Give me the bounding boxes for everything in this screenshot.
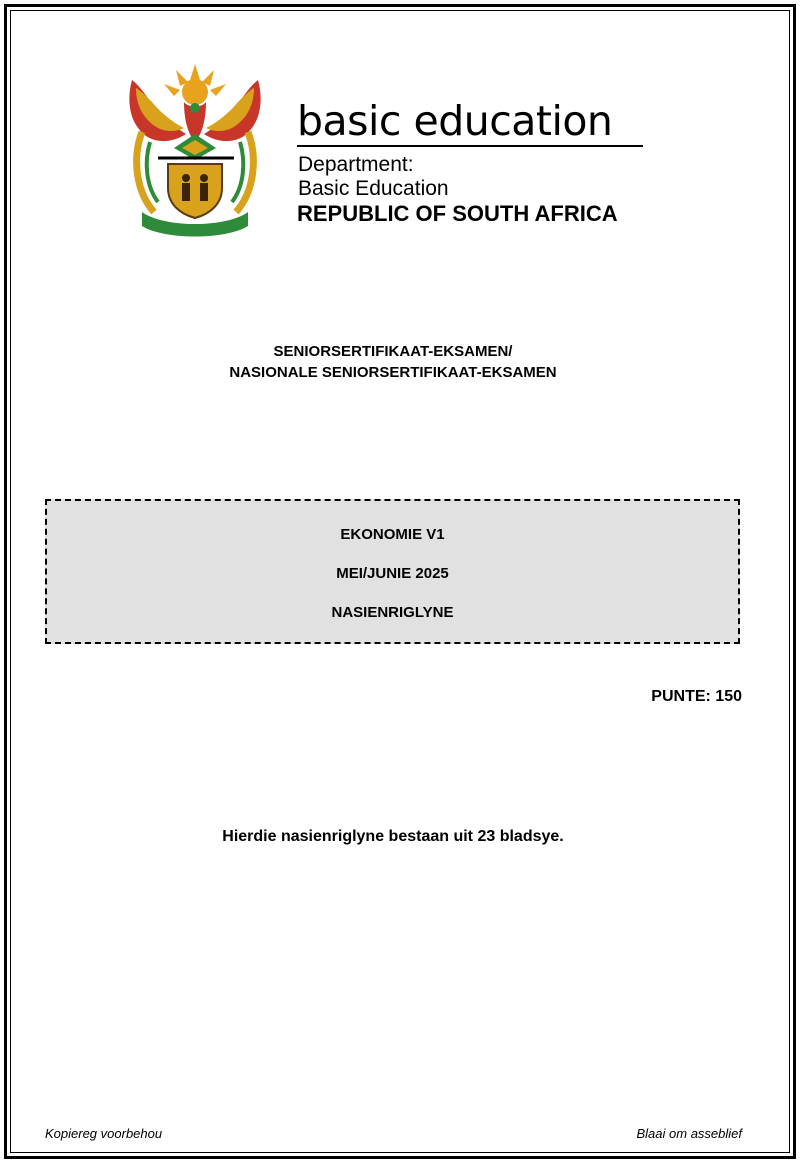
country-name: REPUBLIC OF SOUTH AFRICA (297, 201, 618, 226)
department-name: Basic Education (298, 177, 449, 200)
document-type: NASIENRIGLYNE (331, 604, 454, 621)
brand-title: basic education (297, 97, 613, 145)
exam-heading-line-1: SENIORSERTIFIKAAT-EKSAMEN/ (273, 343, 513, 360)
page-count-note: Hierdie nasienriglyne bestaan uit 23 bladsye. (222, 828, 564, 845)
subject-title: EKONOMIE V1 (340, 526, 445, 543)
exam-heading-line-2: NASIONALE SENIORSERTIFIKAAT-EKSAMEN (229, 364, 557, 381)
exam-session: MEI/JUNIE 2025 (336, 565, 449, 582)
coat-of-arms-icon (124, 62, 266, 238)
turn-page-footer: Blaai om asseblief (636, 1126, 742, 1141)
total-marks: PUNTE: 150 (651, 688, 742, 705)
department-label: Department: (298, 153, 414, 176)
paper-info-box (45, 499, 740, 644)
brand-divider (297, 145, 643, 147)
copyright-footer: Kopiereg voorbehou (45, 1126, 163, 1141)
